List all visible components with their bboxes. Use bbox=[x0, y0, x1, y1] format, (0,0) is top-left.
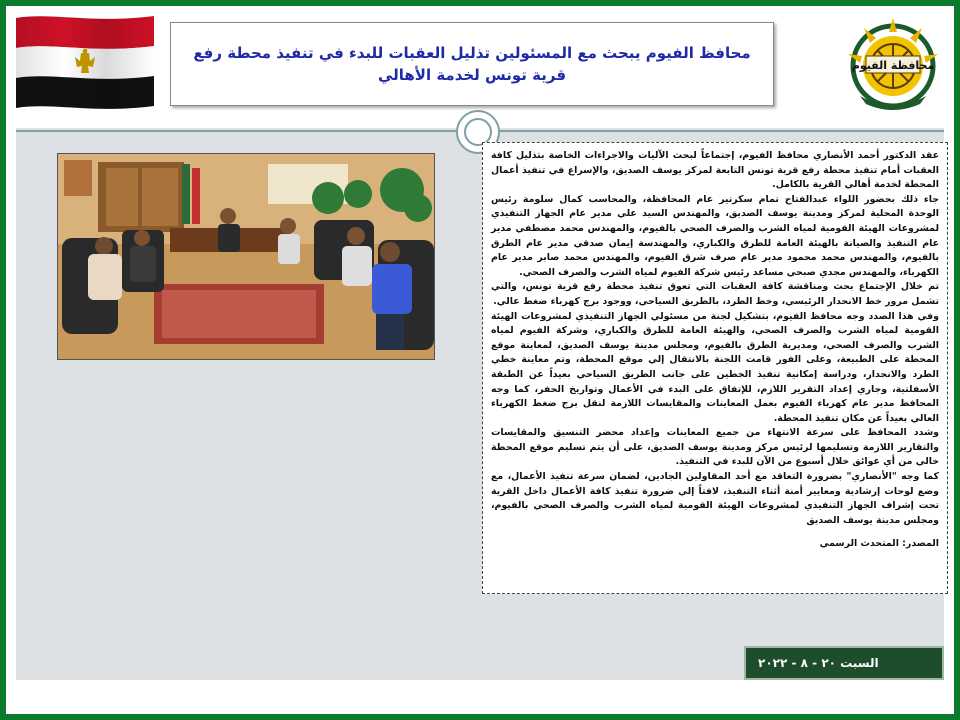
headline-box bbox=[170, 22, 774, 106]
fayoum-governorate-logo-icon bbox=[840, 12, 946, 114]
article-paragraph: جاء ذلك بحضور اللواء عبدالفتاح تمام سكرتير عام المحافظة، والمحاسب كمال سلومة رئيس الوحدة المحلية لمركز ومدينة يوسف الصديق، والمهندس السيد علي مدير عام الجهاز التنفيذي لمشروعات الهيئة القومية لمياه الشرب والصرف الصحي بالفيوم، والمهندس محمد مصطفي مدير عام التنفيذ والصيانة بالهيئة العامة للطرق والكباري، والمهندسة إيمان صدقي مدير عام الطرق بالفيوم، والمهندس محمد محمود مدير عام صرف شرق الفيوم، والمهندس محمد صابر مدير عام الكهرباء، والمهندس مجدي صبحي مساعد رئيس شركة الفيوم لمياه الشرب والصرف الصحي. bbox=[491, 193, 939, 278]
article-paragraph: عقد الدكتور أحمد الأنصاري محافظ الفيوم، إجتماعاً لبحث الآليات والاجراءات الخاصة بتذليل كافة العقبات أمام تنفيذ محطة رفع قرية تونس التابعة لمركز يوسف الصديق، والإسراع في تنفيذ أعمال المحطة لخدمة أهالي القرية بالكامل. bbox=[491, 150, 939, 191]
article-paragraph: تم خلال الإجتماع بحث ومناقشة كافة العقبات التي تعوق تنفيذ محطة رفع قرية تونس، والتي تشمل مرور خط الانحدار الرئيسي، وخط الطرد، بالطريق السياحي، ووجود برج كهرباء ضغط عالي. bbox=[491, 281, 939, 307]
article-source: المصدر: المتحدث الرسمي bbox=[819, 538, 939, 550]
headline-title: محافظ الفيوم يبحث مع المسئولين تذليل العقبات للبدء في تنفيذ محطة رفع قرية تونس لخدمة الأهالي bbox=[193, 44, 751, 84]
article-body bbox=[482, 142, 948, 594]
date-text: السبت ٢٠ - ٨ - ٢٠٢٢ bbox=[758, 656, 879, 670]
logo-text: محافظة الفيوم bbox=[851, 59, 935, 72]
date-badge bbox=[744, 646, 944, 680]
article-paragraph: وفي هذا الصدد وجه محافظ الفيوم، بتشكيل لجنة من مسئولي الجهاز التنفيذي لمشروعات الهيئة القومية لمياه الشرب والصرف الصحي، والهيئة العامة للطرق والكباري، وشركة الفيوم لمياه الشرب والصرف الصحي، ومديرية الطرق بالفيوم، ومجلس مدينة يوسف الصديق، لمعاينة موقع المحطة على الطبيعة، وعلى الفور قامت اللجنة بالانتقال إلي موقع المحطة، وتم معاينة خطي الطرد والانحدار، ودراسة إمكانية تنفيذ الخطين على جانب الطريق السياحي بعيداً عن الطبقة الأسفلتية، وجاري إعداد التقرير اللازم، للإتفاق على البدء في الأعمال وتواريخ الحفر، كما وجه المحافظ مدير عام كهرباء الفيوم بعمل المعاينات والمقايسات اللازمة لنقل برج ضغط الكهرباء العالي بعيداً عن مكان تنفيذ المحطة. bbox=[491, 310, 939, 424]
meeting-photo bbox=[57, 153, 435, 360]
article-paragraph: كما وجه "الأنصاري" بضرورة التعاقد مع أحد المقاولين الجادين، لضمان سرعة تنفيذ الأعمال، مع وضع لوحات إرشادية ومعايير أمنة أثناء التنفيذ، لافتاً إلي ضرورة تنفيذ كافة الأعمال داخل القرية تحت إشراف الجهاز التنفيذي لمشروعات الهيئة القومية لمياه الشرب والصرف الصحي بالفيوم، ومجلس مدينة يوسف الصديق bbox=[491, 471, 939, 526]
bulletin-page bbox=[6, 6, 954, 714]
egypt-flag-icon bbox=[12, 12, 158, 114]
article-paragraph: وشدد المحافظ على سرعة الانتهاء من جميع المعاينات وإعداد محضر التنسيق والمقايسات والتقارير اللازمة وتسليمها لرئيس مركز ومدينة يوسف الصديق، على أن يتم تسليم موقع المحطة خالي من أي عوائق خلال أسبوع من الآن للبدء في التنفيذ. bbox=[491, 427, 939, 468]
header bbox=[6, 6, 954, 126]
